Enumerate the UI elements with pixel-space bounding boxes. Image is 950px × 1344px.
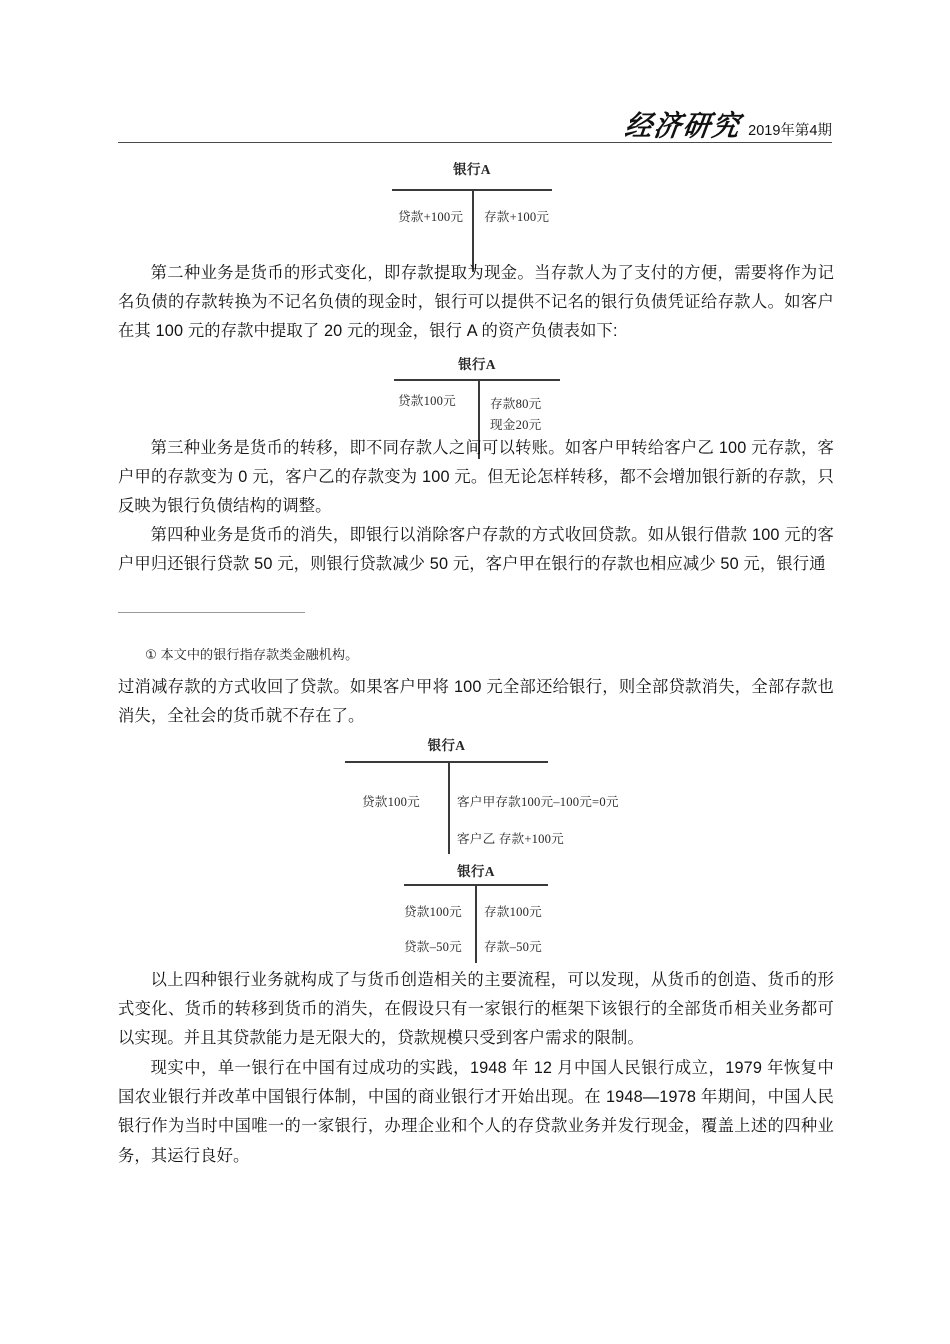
t-account-4-vline xyxy=(475,884,477,963)
paragraph-continuation: 过消减存款的方式收回了贷款。如果客户甲将 100 元全部还给银行，则全部贷款消失，全部存款也消失，全社会的货币就不存在了。 xyxy=(118,678,834,726)
t-account-2-right-cell: 存款80元 现金20元 xyxy=(490,397,542,432)
t-account-4-left-cell: 贷款100元 贷款–50元 xyxy=(404,905,462,954)
t-account-3-left-cell: 贷款100元 xyxy=(362,795,420,809)
t-account-1-right-cell: 存款+100元 xyxy=(484,210,550,224)
t-account-1 xyxy=(392,158,552,258)
t-account-4 xyxy=(404,860,548,960)
t-account-2-left-cell: 贷款100元 xyxy=(398,394,456,408)
t-account-3-title: 银行A xyxy=(427,738,466,753)
paragraph-summary: 以上四种银行业务就构成了与货币创造相关的主要流程，可以发现，从货币的创造、货币的形式变化、货币的转移到货币的消失，在假设只有一家银行的框架下该银行的全部货币相关业务都可以实现。并且其贷款能力是无限大的，贷款规模只受到客户需求的限制。 xyxy=(118,971,834,1048)
t-account-3-right-cell: 客户甲存款100元–100元=0元 客户乙 存款+100元 xyxy=(457,795,619,846)
t-account-3-vline xyxy=(448,761,450,854)
t-account-4-title: 银行A xyxy=(457,864,495,879)
paragraph-fourth-business: 第四种业务是货币的消失，即银行以消除客户存款的方式收回贷款。如从银行借款 100 元的客户甲归还银行贷款 50 元，则银行贷款减少 50 元，客户甲在银行的存款也相应减少 50 元，银行通 xyxy=(118,526,834,574)
t-account-2 xyxy=(394,353,560,445)
t-account-4-right-cell: 存款100元 存款–50元 xyxy=(484,905,542,954)
t-account-1-left-cell: 贷款+100元 xyxy=(398,210,464,224)
journal-issue-label: 2019年第4期 xyxy=(748,122,832,139)
journal-logo: 经济研究 xyxy=(623,110,744,142)
paragraph-second-business: 第二种业务是货币的形式变化，即存款提取为现金。当存款人为了支付的方便，需要将作为记名负债的存款转换为不记名负债的现金时，银行可以提供不记名的银行负债凭证给存款人。如客户在其 100 元的存款中提取了 20 元的现金，银行 A 的资产负债表如下: xyxy=(118,264,834,341)
footnote-divider xyxy=(118,612,305,613)
header-divider xyxy=(118,142,832,143)
paragraph-history: 现实中，单一银行在中国有过成功的实践，1948 年 12 月中国人民银行成立，1979 年恢复中国农业银行并改革中国银行体制，中国的商业银行才开始出现。在 1948—1978 年期间，中国人民银行作为当时中国唯一的一家银行，办理企业和个人的存贷款业务并发行现金，覆盖上述的四种业务，其运行良好。 xyxy=(118,1059,834,1165)
page-header xyxy=(118,100,832,144)
t-account-2-hline xyxy=(394,379,560,381)
t-account-3-hline xyxy=(345,761,548,763)
paragraph-third-business: 第三种业务是货币的转移，即不同存款人之间可以转账。如客户甲转给客户乙 100 元存款，客户甲的存款变为 0 元，客户乙的存款变为 100 元。但无论怎样转移，都不会增加银行新的存款，只反映为银行负债结构的调整。 xyxy=(118,439,834,516)
t-account-2-title: 银行A xyxy=(458,357,496,372)
t-account-3 xyxy=(345,734,619,854)
footnote-text: ① 本文中的银行指存款类金融机构。 xyxy=(145,647,359,662)
t-account-1-title: 银行A xyxy=(453,162,491,177)
